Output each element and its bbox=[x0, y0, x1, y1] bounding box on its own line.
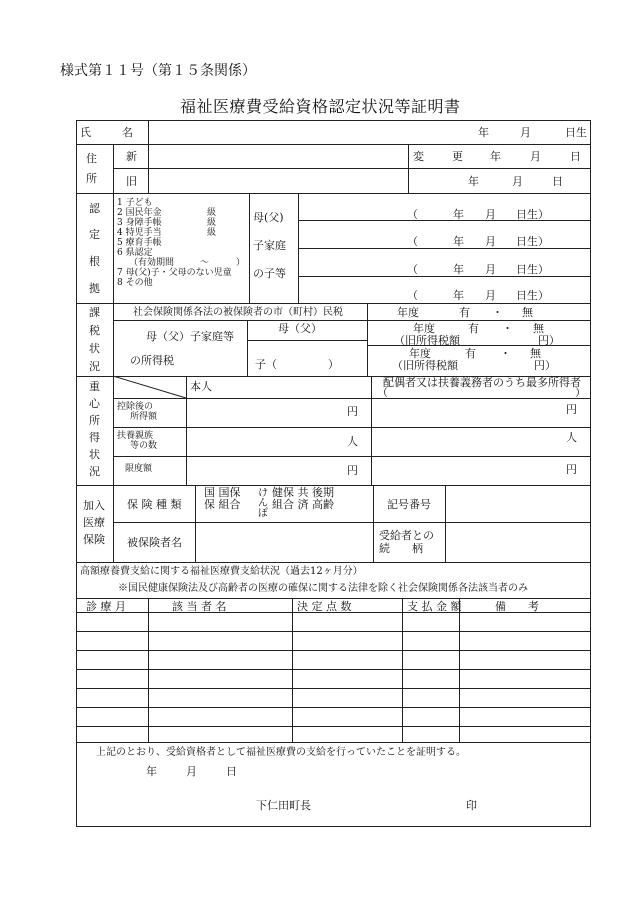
spouse-paren-open: （ bbox=[377, 386, 388, 399]
insurance-others-row2: 組合 済 高齢 bbox=[272, 498, 334, 511]
tax-label-1: 課 bbox=[89, 306, 100, 319]
tax-label-2: 税 bbox=[89, 324, 100, 337]
basis-item-8: 8 その他 bbox=[117, 278, 153, 288]
basis-item-1: 1 子ども bbox=[117, 198, 153, 208]
change-month: 月 bbox=[530, 150, 541, 163]
old-day: 日 bbox=[552, 175, 563, 188]
day-born: 日生） bbox=[516, 235, 549, 248]
insurance-label-1: 加入 bbox=[83, 499, 105, 512]
year: 年 bbox=[453, 263, 464, 276]
period-tilde: ～ bbox=[200, 258, 210, 268]
parent-label-2: 子家庭 bbox=[253, 239, 286, 252]
parent-label-1: 母(父) bbox=[253, 211, 284, 224]
kenpo-2: ん bbox=[258, 498, 268, 509]
tax-yes-2: 有 bbox=[468, 322, 479, 335]
kenpo-3: ぽ bbox=[258, 508, 268, 519]
old-month: 月 bbox=[512, 175, 523, 188]
tax-dot-2: ・ bbox=[502, 322, 513, 335]
certify-year: 年 bbox=[146, 765, 157, 778]
income-row1-label1: 控除後の bbox=[117, 402, 154, 412]
tax-dot-1: ・ bbox=[492, 306, 503, 319]
change-day: 日 bbox=[570, 150, 581, 163]
income-self-label: 本人 bbox=[190, 380, 212, 393]
basis-label-2: 定 bbox=[89, 228, 100, 241]
tax-no-2: 無 bbox=[533, 322, 544, 335]
tax-yen-3: 円） bbox=[534, 359, 556, 372]
tax-income-label: の所得税 bbox=[130, 354, 174, 367]
income-label-4: 得 bbox=[89, 431, 100, 444]
paren-open: （ bbox=[407, 208, 418, 221]
income-label-3: 所 bbox=[89, 414, 100, 427]
relation-label-2: 続 柄 bbox=[379, 542, 423, 555]
grade-1: 級 bbox=[207, 208, 217, 218]
income-label-1: 重 bbox=[89, 380, 100, 393]
tax-year-3: 年度 bbox=[409, 347, 431, 360]
tax-child-close: ） bbox=[328, 358, 339, 371]
year: 年 bbox=[453, 235, 464, 248]
tax-year-2: 年度 bbox=[413, 322, 435, 335]
change-year: 年 bbox=[490, 150, 501, 163]
tax-label-4: 況 bbox=[89, 360, 100, 373]
certify-statement: 上記のとおり、受給資格者として福祉医療費の支給を行っていたことを証明する。 bbox=[96, 747, 466, 758]
name-label-b: 名 bbox=[122, 126, 133, 139]
basis-item-2: 2 国民年金 bbox=[117, 208, 162, 218]
tax-no-3: 無 bbox=[530, 347, 541, 360]
paren-open: （ bbox=[407, 289, 418, 302]
spouse-paren-close: ） bbox=[575, 386, 586, 399]
year: 年 bbox=[453, 208, 464, 221]
basis-label-3: 根 bbox=[89, 255, 100, 268]
day-born: 日生） bbox=[516, 208, 549, 221]
income-row2-unit-spouse: 人 bbox=[566, 431, 577, 444]
paren-open: （ bbox=[407, 263, 418, 276]
insurance-type-label: 保 険 種 類 bbox=[127, 498, 182, 511]
income-label-6: 況 bbox=[89, 465, 100, 478]
parent-label-3: の子等 bbox=[253, 267, 286, 280]
basis-label-4: 拠 bbox=[89, 282, 100, 295]
income-row3-unit-spouse: 円 bbox=[566, 463, 577, 476]
income-label-2: 心 bbox=[89, 397, 100, 410]
basis-item-3: 3 身障手帳 bbox=[117, 218, 162, 228]
basis-item-6: 6 県認定 bbox=[117, 248, 153, 258]
insurance-label-2: 医療 bbox=[83, 516, 105, 529]
col-points: 決 定 点 数 bbox=[297, 600, 352, 613]
year: 年 bbox=[453, 289, 464, 302]
tax-yen-2: 円） bbox=[538, 334, 560, 347]
tax-year-1: 年度 bbox=[397, 306, 419, 319]
tax-child-label: 子（ bbox=[255, 358, 277, 371]
tax-header: 社会保険関係各法の被保険者の市（町村）民税 bbox=[133, 307, 343, 318]
month: 月 bbox=[485, 289, 496, 302]
month: 月 bbox=[485, 235, 496, 248]
basis-item-4: 4 特児手当 bbox=[117, 228, 162, 238]
highcost-note: ※国民健康保険法及び高齢者の医療の確保に関する法律を除く社会保険関係各法該当者のみ bbox=[118, 583, 528, 594]
relation-label-1: 受給者との bbox=[379, 529, 434, 542]
basis-item-5: 5 療育手帳 bbox=[117, 238, 162, 248]
income-row1-unit-self: 円 bbox=[347, 405, 358, 418]
tax-yes-3: 有 bbox=[465, 347, 476, 360]
grade-2: 級 bbox=[207, 218, 217, 228]
insurance-types-row2: 保 組合 bbox=[204, 498, 241, 511]
symbol-number-field[interactable] bbox=[447, 487, 589, 520]
basis-label-1: 認 bbox=[89, 202, 100, 215]
grade-3: 級 bbox=[207, 228, 217, 238]
insurance-types-row1: 国 国保 bbox=[204, 486, 241, 499]
col-remarks: 備 考 bbox=[495, 600, 539, 613]
new-address-field[interactable] bbox=[150, 146, 406, 166]
address-old-label: 旧 bbox=[126, 175, 137, 188]
period-close: ） bbox=[236, 258, 246, 268]
tax-prev-2: （旧所得税額 bbox=[394, 334, 460, 347]
symbol-label: 記号番号 bbox=[387, 498, 431, 511]
col-amount: 支 払 金 額 bbox=[407, 600, 462, 613]
birth-year: 年 bbox=[478, 126, 489, 139]
change-label-2: 更 bbox=[452, 150, 463, 163]
old-year: 年 bbox=[468, 175, 479, 188]
seal-mark: 印 bbox=[466, 799, 477, 812]
birth-day: 日生 bbox=[565, 126, 587, 139]
income-row2-label1: 扶養親族 bbox=[117, 431, 154, 441]
col-name: 該 当 者 名 bbox=[172, 600, 227, 613]
insurance-label-3: 保険 bbox=[83, 533, 105, 546]
income-spouse-label: 配偶者又は扶養義務者のうち最多所得者 bbox=[383, 376, 581, 389]
income-row3-label: 限度額 bbox=[125, 464, 153, 474]
birth-month: 月 bbox=[520, 126, 531, 139]
insurance-others-row1: 健保 共 後期 bbox=[272, 486, 334, 499]
paren-open: （ bbox=[407, 235, 418, 248]
highcost-title: 高額療養費支給に関する福祉医療費支給状況（過去12ヶ月分） bbox=[80, 566, 363, 577]
tax-parent-label: 母（父）子家庭等 bbox=[146, 330, 234, 343]
tax-mother-label: 母（父） bbox=[278, 322, 322, 335]
certify-day: 日 bbox=[226, 765, 237, 778]
form-number: 様式第１１号（第１５条関係） bbox=[60, 63, 256, 79]
kenpo-1: け bbox=[258, 488, 268, 499]
income-row1-label2: 所得額 bbox=[130, 412, 158, 422]
document-title: 福祉医療費受給資格認定状況等証明書 bbox=[180, 97, 461, 116]
change-label-1: 変 bbox=[413, 150, 424, 163]
tax-dot-3: ・ bbox=[500, 347, 511, 360]
income-row2-unit-self: 人 bbox=[347, 435, 358, 448]
col-month: 診 療 月 bbox=[86, 600, 126, 613]
day-born: 日生） bbox=[516, 263, 549, 276]
month: 月 bbox=[485, 208, 496, 221]
tax-label-3: 状 bbox=[89, 342, 100, 355]
month: 月 bbox=[485, 263, 496, 276]
name-field[interactable] bbox=[150, 124, 406, 142]
day-born: 日生） bbox=[516, 289, 549, 302]
address-label-2: 所 bbox=[86, 172, 97, 185]
tax-prev-3: （旧所得税額 bbox=[392, 359, 458, 372]
tax-yes-1: 有 bbox=[459, 306, 470, 319]
address-label-1: 住 bbox=[86, 152, 97, 165]
income-row1-unit-spouse: 円 bbox=[566, 403, 577, 416]
certify-month: 月 bbox=[186, 765, 197, 778]
basis-item-7: 7 母(父)子・父母のない児童 bbox=[117, 268, 232, 278]
income-row2-label2: 等の数 bbox=[130, 441, 158, 451]
address-new-label: 新 bbox=[126, 150, 137, 163]
mayor-label: 下仁田町長 bbox=[256, 799, 311, 812]
name-label-a: 氏 bbox=[80, 126, 91, 139]
insured-name-field[interactable] bbox=[197, 524, 371, 560]
income-row3-unit-self: 円 bbox=[347, 464, 358, 477]
basis-item-period: （有効期間 bbox=[129, 258, 175, 268]
income-label-5: 状 bbox=[89, 448, 100, 461]
tax-no-1: 無 bbox=[522, 306, 533, 319]
old-address-field[interactable] bbox=[150, 170, 406, 191]
insured-label: 被保険者名 bbox=[127, 536, 182, 549]
